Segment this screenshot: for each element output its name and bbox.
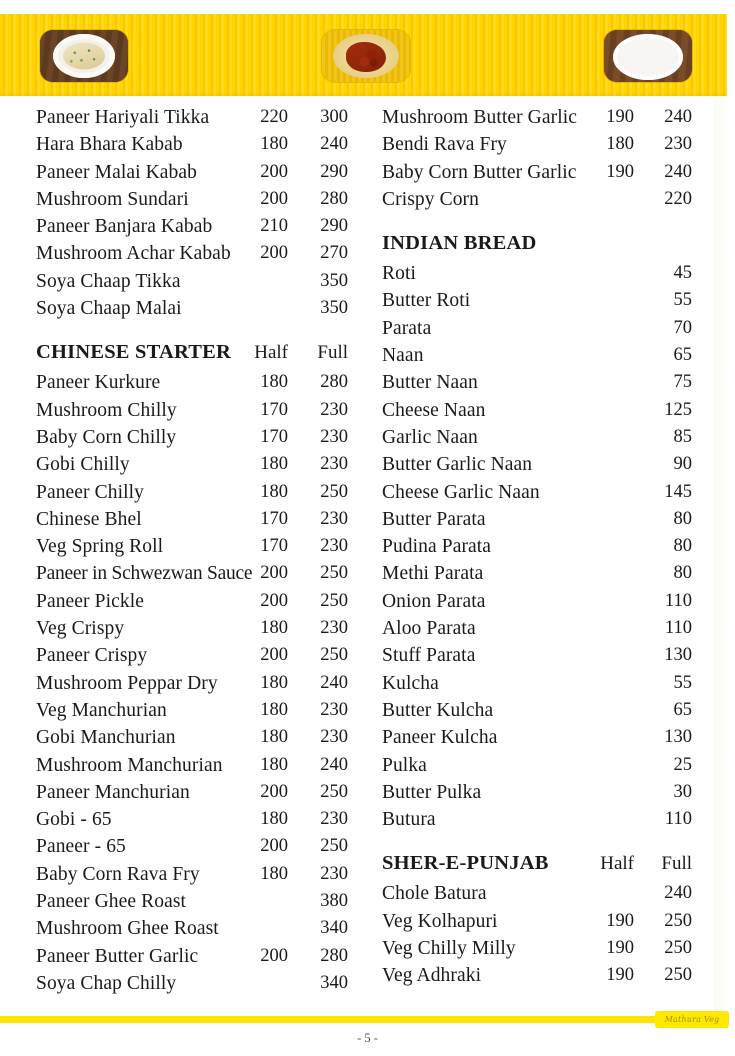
menu-item-name: Stuff Parata: [382, 645, 476, 667]
menu-item-price-half: 190: [606, 161, 634, 182]
menu-item-row: [36, 295, 348, 322]
menu-item-name: Cheese Garlic Naan: [382, 481, 540, 503]
menu-item-name: Paneer Butter Garlic: [36, 945, 199, 967]
menu-item-name: Baby Corn Chilly: [36, 426, 177, 448]
menu-item-price-half: 200: [260, 945, 288, 966]
menu-item-price-half: 180: [260, 754, 288, 775]
menu-item-row: [36, 131, 348, 158]
menu-item-price-full: 45: [673, 263, 692, 284]
section-title: INDIAN BREAD: [382, 232, 537, 255]
column-header-full: Full: [661, 853, 692, 875]
menu-item-price-half: 180: [260, 863, 288, 884]
menu-item-name: Mushroom Ghee Roast: [36, 918, 219, 940]
menu-item-name: Soya Chaap Malai: [36, 298, 182, 320]
column-header-half: Half: [254, 342, 288, 364]
menu-item-price-full: 230: [320, 508, 348, 529]
menu-item-price-full: 250: [664, 910, 692, 931]
menu-item-row: [36, 724, 348, 751]
menu-item-price-half: 220: [260, 107, 288, 127]
naan-bread-photo: [604, 30, 692, 82]
menu-item-name: Veg Kolhapuri: [382, 910, 498, 932]
menu-item-price-half: 180: [260, 372, 288, 393]
menu-item-name: Crispy Corn: [382, 188, 479, 210]
menu-item-row: [382, 962, 692, 989]
menu-item-price-half: 190: [606, 965, 634, 986]
menu-item-price-half: 180: [260, 134, 288, 155]
menu-item-price-full: 250: [320, 563, 348, 584]
menu-item-name: Roti: [382, 263, 416, 285]
menu-item-price-full: 55: [673, 290, 692, 311]
menu-item-row: [36, 970, 348, 997]
menu-item-name: Paneer Manchurian: [36, 781, 190, 803]
restaurant-logo-badge: [655, 1011, 729, 1028]
menu-item-row: [382, 935, 692, 962]
menu-item-price-full: 250: [664, 938, 692, 959]
menu-item-row: [382, 104, 692, 131]
menu-item-row: [382, 779, 692, 806]
menu-item-name: Mushroom Peppar Dry: [36, 672, 218, 694]
menu-item-row: [382, 806, 692, 833]
menu-item-price-full: 250: [320, 781, 348, 802]
column-header-full: Full: [317, 342, 348, 364]
menu-item-name: Kulcha: [382, 672, 439, 694]
menu-item-row: [36, 369, 348, 396]
menu-item-price-full: 230: [320, 618, 348, 639]
menu-item-price-full: 110: [664, 809, 692, 830]
menu-item-name: Pudina Parata: [382, 536, 492, 558]
menu-item-name: Paneer Crispy: [36, 645, 148, 667]
section-spacer: [382, 213, 692, 227]
menu-item-row: [382, 670, 692, 697]
red-curry-dish-photo: [322, 30, 410, 82]
menu-item-name: Paneer Banjara Kabab: [36, 216, 213, 238]
menu-item-price-full: 80: [673, 563, 692, 584]
menu-item-price-full: 230: [320, 399, 348, 420]
menu-item-price-full: 230: [320, 863, 348, 884]
menu-item-row: [382, 533, 692, 560]
menu-item-name: Mushroom Sundari: [36, 188, 189, 210]
page-number: - 5 -: [357, 1031, 378, 1045]
section-spacer: [36, 322, 348, 336]
menu-item-row: [382, 159, 692, 186]
menu-item-row: [36, 915, 348, 942]
menu-item-row: [382, 424, 692, 451]
section-heading: [382, 847, 692, 880]
menu-item-row: [382, 752, 692, 779]
menu-item-row: [382, 287, 692, 314]
menu-item-name: Garlic Naan: [382, 426, 478, 448]
menu-item-price-half: 200: [260, 188, 288, 209]
menu-item-price-full: 130: [664, 727, 692, 748]
menu-item-price-half: 200: [260, 243, 288, 264]
menu-item-price-full: 85: [673, 426, 692, 447]
menu-item-row: [382, 479, 692, 506]
menu-item-price-full: 250: [320, 590, 348, 611]
menu-item-name: Butura: [382, 809, 436, 831]
menu-item-price-full: 240: [664, 107, 692, 127]
menu-item-name: Butter Roti: [382, 290, 471, 312]
menu-item-price-half: 200: [260, 836, 288, 857]
menu-item-price-full: 340: [320, 918, 348, 939]
menu-item-price-half: 170: [260, 536, 288, 557]
menu-item-name: Onion Parata: [382, 590, 486, 612]
menu-item-name: Cheese Naan: [382, 399, 486, 421]
menu-item-name: Mushroom Achar Kabab: [36, 243, 231, 265]
menu-item-price-full: 230: [320, 454, 348, 475]
menu-item-price-full: 250: [320, 836, 348, 857]
menu-item-row: [36, 697, 348, 724]
menu-item-row: [36, 670, 348, 697]
menu-item-row: [36, 240, 348, 267]
menu-item-row: [36, 424, 348, 451]
menu-item-name: Paneer Hariyali Tikka: [36, 107, 210, 128]
menu-item-row: [36, 642, 348, 669]
menu-item-price-half: 180: [260, 809, 288, 830]
menu-item-price-full: 240: [320, 672, 348, 693]
section-heading: [382, 227, 692, 260]
menu-column-left: [36, 104, 348, 997]
menu-item-name: Methi Parata: [382, 563, 484, 585]
menu-item-row: [36, 533, 348, 560]
menu-item-name: Paneer Ghee Roast: [36, 891, 187, 913]
menu-item-name: Veg Adhraki: [382, 965, 482, 987]
menu-item-price-half: 200: [260, 563, 288, 584]
menu-item-row: [382, 588, 692, 615]
menu-item-row: [36, 451, 348, 478]
menu-item-name: Hara Bhara Kabab: [36, 134, 183, 156]
menu-item-name: Mushroom Chilly: [36, 399, 177, 421]
section-heading: [36, 336, 348, 369]
menu-item-price-full: 350: [320, 270, 348, 291]
menu-item-name: Parata: [382, 317, 432, 339]
menu-item-price-full: 130: [664, 645, 692, 666]
menu-item-row: [36, 806, 348, 833]
menu-item-price-half: 180: [606, 134, 634, 155]
menu-item-row: [382, 342, 692, 369]
menu-item-row: [382, 697, 692, 724]
menu-item-row: [382, 506, 692, 533]
menu-item-row: [36, 779, 348, 806]
menu-item-row: [382, 397, 692, 424]
menu-item-name: Baby Corn Rava Fry: [36, 863, 200, 885]
menu-item-name: Butter Naan: [382, 372, 478, 394]
menu-item-price-half: 190: [606, 107, 634, 127]
column-header-half: Half: [600, 853, 634, 875]
menu-item-price-half: 200: [260, 781, 288, 802]
menu-item-row: [36, 861, 348, 888]
menu-item-price-full: 380: [320, 891, 348, 912]
menu-item-name: Mushroom Butter Garlic: [382, 107, 578, 128]
menu-item-name: Aloo Parata: [382, 618, 476, 640]
menu-item-price-half: 180: [260, 454, 288, 475]
menu-item-price-half: 180: [260, 481, 288, 502]
menu-item-price-full: 110: [664, 590, 692, 611]
menu-item-price-full: 300: [320, 107, 348, 127]
menu-item-price-half: 200: [260, 161, 288, 182]
menu-item-row: [36, 186, 348, 213]
menu-item-price-full: 110: [664, 618, 692, 639]
menu-item-row: [382, 724, 692, 751]
menu-item-name: Bendi Rava Fry: [382, 134, 507, 156]
menu-item-row: [36, 506, 348, 533]
menu-item-price-full: 230: [320, 536, 348, 557]
section-title: CHINESE STARTER: [36, 341, 231, 364]
menu-item-price-full: 80: [673, 536, 692, 557]
menu-item-price-half: 200: [260, 645, 288, 666]
menu-item-price-half: 180: [260, 727, 288, 748]
menu-item-price-full: 55: [673, 672, 692, 693]
menu-item-price-full: 80: [673, 508, 692, 529]
menu-item-name: Butter Garlic Naan: [382, 454, 533, 476]
menu-item-row: [36, 479, 348, 506]
menu-item-price-half: 180: [260, 672, 288, 693]
menu-item-price-half: 170: [260, 426, 288, 447]
header-banner: [0, 14, 727, 96]
menu-item-name: Paneer Malai Kabab: [36, 161, 197, 183]
menu-item-row: [36, 159, 348, 186]
menu-item-price-full: 220: [664, 188, 692, 209]
menu-item-price-full: 240: [664, 883, 692, 904]
menu-item-name: Butter Kulcha: [382, 699, 494, 721]
menu-item-name: Veg Manchurian: [36, 699, 167, 721]
menu-item-name: Soya Chaap Tikka: [36, 270, 181, 292]
menu-item-price-full: 270: [320, 243, 348, 264]
menu-item-name: Mushroom Manchurian: [36, 754, 223, 776]
menu-item-price-full: 125: [664, 399, 692, 420]
menu-item-price-half: 190: [606, 910, 634, 931]
menu-item-name: Veg Spring Roll: [36, 536, 164, 558]
menu-item-price-full: 280: [320, 372, 348, 393]
menu-item-price-full: 290: [320, 161, 348, 182]
menu-item-row: [36, 888, 348, 915]
menu-item-name: Veg Crispy: [36, 618, 125, 640]
menu-item-row: [382, 131, 692, 158]
creamy-rice-dish-photo: [40, 30, 128, 82]
menu-item-name: Baby Corn Butter Garlic: [382, 161, 577, 183]
menu-item-row: [36, 615, 348, 642]
menu-item-price-full: 145: [664, 481, 692, 502]
menu-item-price-full: 240: [664, 161, 692, 182]
menu-item-price-half: 210: [260, 216, 288, 237]
menu-item-row: [382, 369, 692, 396]
menu-item-row: [36, 560, 348, 587]
menu-item-price-full: 75: [673, 372, 692, 393]
menu-item-name: Veg Chilly Milly: [382, 938, 516, 960]
menu-item-row: [382, 615, 692, 642]
menu-item-price-full: 230: [320, 809, 348, 830]
menu-item-name: Paneer Kulcha: [382, 727, 498, 749]
menu-item-price-half: 170: [260, 399, 288, 420]
menu-item-price-full: 70: [673, 317, 692, 338]
menu-item-row: [36, 397, 348, 424]
menu-item-name: Butter Pulka: [382, 781, 482, 803]
menu-item-price-full: 90: [673, 454, 692, 475]
menu-item-price-full: 230: [320, 699, 348, 720]
menu-item-row: [382, 260, 692, 287]
menu-item-name: Butter Parata: [382, 508, 486, 530]
menu-item-name: Paneer - 65: [36, 836, 126, 858]
menu-item-row: [36, 213, 348, 240]
menu-item-row: [382, 315, 692, 342]
menu-item-name: Paneer Chilly: [36, 481, 144, 503]
menu-item-name: Paneer in Schwezwan Sauce: [36, 563, 253, 585]
menu-item-row: [382, 880, 692, 907]
menu-item-price-full: 250: [664, 965, 692, 986]
menu-item-name: Paneer Pickle: [36, 590, 144, 612]
menu-item-price-full: 65: [673, 345, 692, 366]
menu-item-row: [36, 104, 348, 131]
menu-item-price-full: 340: [320, 972, 348, 993]
menu-item-name: Chinese Bhel: [36, 508, 142, 530]
menu-item-price-half: 170: [260, 508, 288, 529]
menu-item-row: [382, 642, 692, 669]
section-spacer: [382, 833, 692, 847]
menu-item-price-half: 190: [606, 938, 634, 959]
menu-column-right: [382, 104, 692, 990]
menu-item-price-full: 65: [673, 699, 692, 720]
menu-item-row: [36, 833, 348, 860]
menu-item-name: Naan: [382, 345, 424, 367]
menu-item-name: Gobi Chilly: [36, 454, 130, 476]
menu-item-row: [36, 943, 348, 970]
menu-item-price-full: 230: [320, 727, 348, 748]
menu-item-price-full: 240: [320, 134, 348, 155]
menu-item-price-full: 25: [673, 754, 692, 775]
footer-bar: [0, 1016, 714, 1023]
menu-item-name: Gobi - 65: [36, 809, 112, 831]
menu-item-price-full: 290: [320, 216, 348, 237]
menu-item-name: Chole Batura: [382, 883, 487, 905]
menu-item-row: [36, 752, 348, 779]
logo-text: Mathura Veg: [664, 1015, 720, 1024]
menu-item-price-half: 180: [260, 699, 288, 720]
menu-item-price-full: 230: [320, 426, 348, 447]
menu-item-price-half: 200: [260, 590, 288, 611]
menu-item-row: [382, 186, 692, 213]
page-edge-bleed: [714, 96, 735, 1016]
menu-item-price-full: 280: [320, 945, 348, 966]
menu-item-name: Soya Chap Chilly: [36, 972, 177, 994]
menu-item-price-full: 280: [320, 188, 348, 209]
menu-item-price-half: 180: [260, 618, 288, 639]
menu-item-price-full: 240: [320, 754, 348, 775]
menu-item-row: [382, 451, 692, 478]
menu-item-price-full: 250: [320, 481, 348, 502]
menu-item-name: Paneer Kurkure: [36, 372, 161, 394]
menu-item-price-full: 230: [664, 134, 692, 155]
menu-item-row: [382, 908, 692, 935]
menu-item-row: [36, 588, 348, 615]
menu-item-name: Gobi Manchurian: [36, 727, 176, 749]
menu-item-price-full: 350: [320, 298, 348, 319]
section-title: SHER-E-PUNJAB: [382, 852, 549, 875]
menu-item-name: Pulka: [382, 754, 427, 776]
menu-item-price-full: 250: [320, 645, 348, 666]
menu-item-price-full: 30: [673, 781, 692, 802]
menu-item-row: [382, 560, 692, 587]
menu-item-row: [36, 268, 348, 295]
